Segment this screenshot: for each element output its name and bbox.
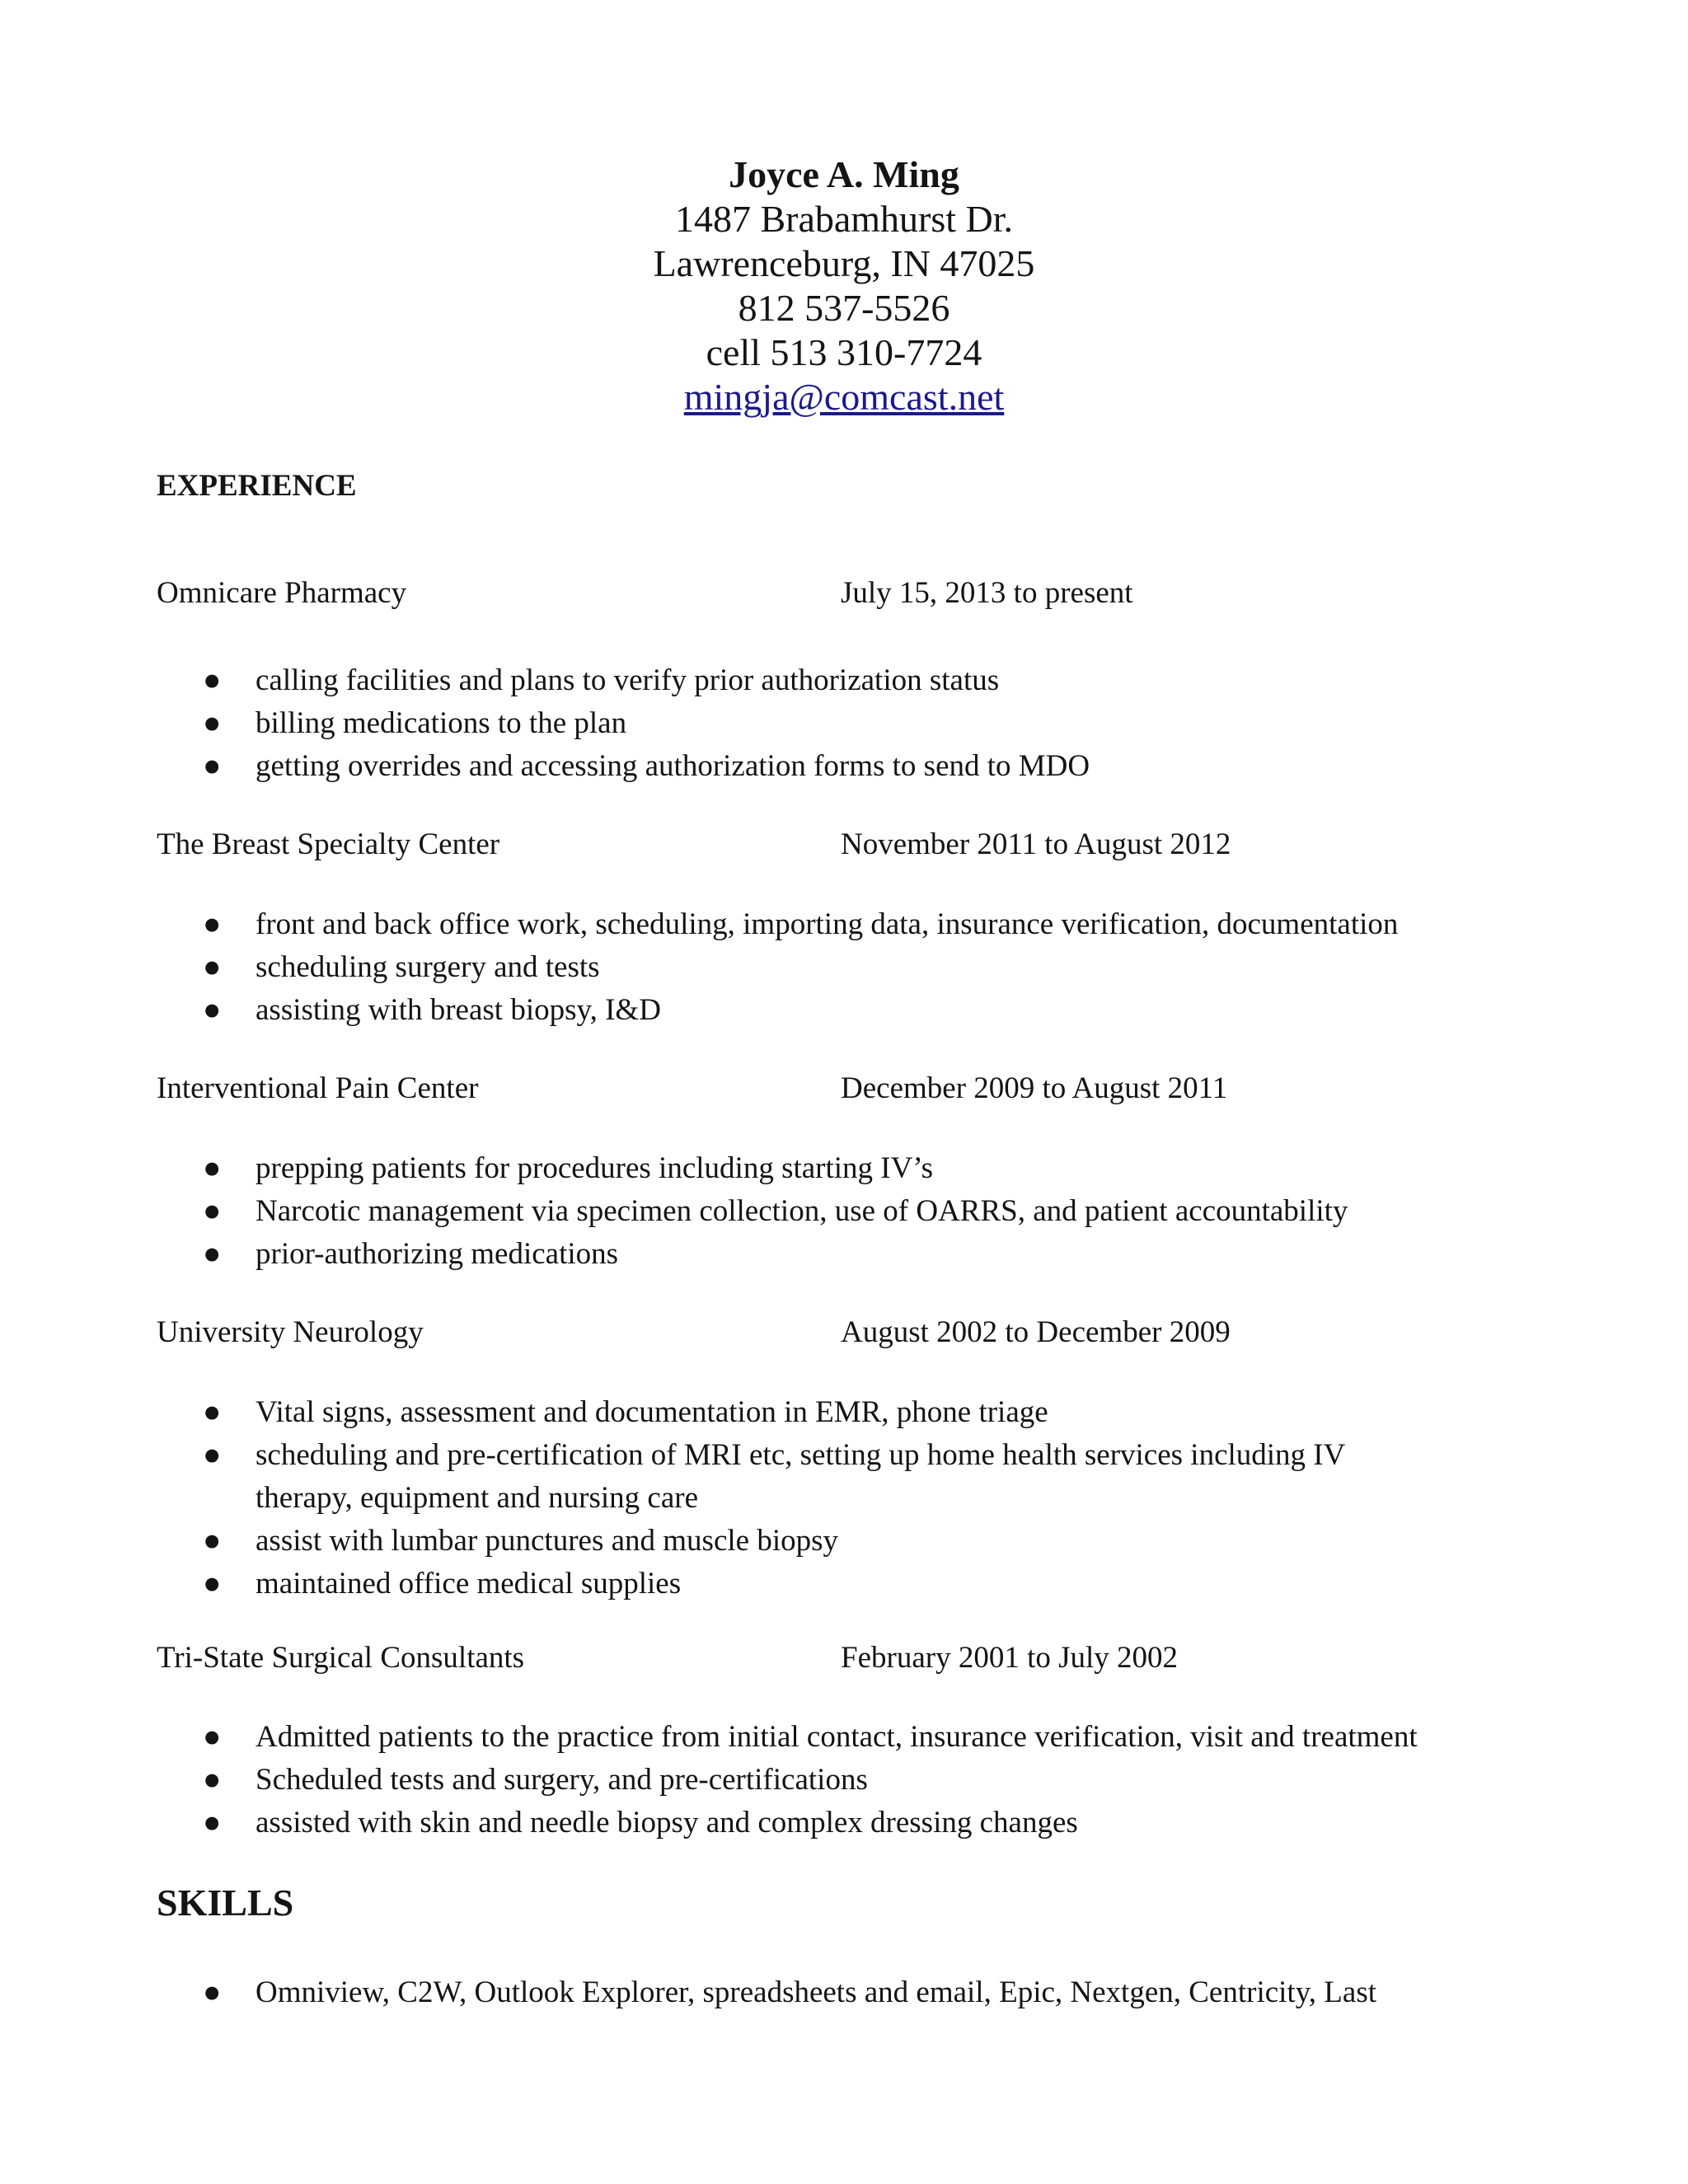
- bullet-icon: ●: [203, 1567, 222, 1601]
- bullet-icon: ●: [203, 993, 222, 1027]
- bullet-item: ● prepping patients for procedures including starting IV’s: [157, 1147, 1558, 1190]
- applicant-name: Joyce A. Ming: [729, 153, 959, 195]
- resume-header: [0, 152, 1688, 419]
- job-header: [157, 1315, 1558, 1351]
- bullet-icon: ●: [203, 1237, 222, 1271]
- bullet-item: ● Vital signs, assessment and documentation in EMR, phone triage: [157, 1391, 1558, 1434]
- bullet-item: ● front and back office work, scheduling, importing data, insurance verification, documentation: [157, 903, 1558, 946]
- job-bullets: [157, 1147, 1558, 1276]
- skills-bullets: [157, 1971, 1558, 2014]
- bullet-icon: ●: [203, 1194, 222, 1228]
- bullet-icon: ●: [203, 907, 222, 941]
- bullet-item: ● prior-authorizing medications: [157, 1233, 1558, 1276]
- home-phone: 812 537-5526: [738, 287, 950, 329]
- job-company: The Breast Specialty Center: [157, 827, 500, 861]
- bullet-icon: ●: [203, 663, 222, 697]
- job-bullets: [157, 659, 1558, 788]
- job-bullets: [157, 1716, 1558, 1844]
- email-link[interactable]: mingja@comcast.net: [683, 376, 1005, 418]
- bullet-icon: ●: [203, 1438, 222, 1472]
- skills-heading: SKILLS: [157, 1882, 294, 1924]
- job-company: Tri-State Surgical Consultants: [157, 1641, 525, 1675]
- job-bullets: [157, 1391, 1558, 1605]
- job-header: [157, 1071, 1558, 1107]
- job-header: [157, 1640, 1558, 1676]
- bullet-icon: ●: [203, 950, 222, 984]
- job-dates: November 2011 to August 2012: [841, 827, 1231, 861]
- bullet-icon: ●: [203, 1395, 222, 1429]
- job-company: University Neurology: [157, 1315, 424, 1349]
- bullet-item: ● maintained office medical supplies: [157, 1563, 1558, 1605]
- experience-heading: EXPERIENCE: [157, 469, 357, 503]
- bullet-item: ● billing medications to the plan: [157, 702, 1558, 745]
- bullet-icon: ●: [203, 1806, 222, 1840]
- bullet-item: ● Scheduled tests and surgery, and pre-certifications: [157, 1759, 1558, 1802]
- job-header: [157, 575, 1558, 612]
- cell-phone: cell 513 310-7724: [706, 331, 982, 373]
- job-dates: August 2002 to December 2009: [841, 1315, 1231, 1349]
- street-address: 1487 Brabamhurst Dr.: [674, 198, 1014, 240]
- bullet-item: ● getting overrides and accessing authorization forms to send to MDO: [157, 745, 1558, 788]
- job-dates: December 2009 to August 2011: [841, 1071, 1228, 1105]
- bullet-item: ● scheduling surgery and tests: [157, 946, 1558, 989]
- bullet-continuation: therapy, equipment and nursing care: [256, 1481, 698, 1515]
- bullet-item: ● assist with lumbar punctures and muscle biopsy: [157, 1520, 1558, 1563]
- bullet-icon: ●: [203, 749, 222, 783]
- bullet-item: ● Narcotic management via specimen collection, use of OARRS, and patient accountability: [157, 1190, 1558, 1233]
- bullet-icon: ●: [203, 1720, 222, 1754]
- job-dates: July 15, 2013 to present: [841, 576, 1133, 610]
- city-state-zip: Lawrenceburg, IN 47025: [653, 242, 1035, 284]
- bullet-item: ● Admitted patients to the practice from initial contact, insurance verification, visit and treatment: [157, 1716, 1558, 1759]
- bullet-item: ● assisting with breast biopsy, I&D: [157, 989, 1558, 1032]
- job-company: Omnicare Pharmacy: [157, 576, 407, 610]
- bullet-icon: ●: [203, 706, 222, 740]
- bullet-item: ● calling facilities and plans to verify prior authorization status: [157, 659, 1558, 702]
- job-bullets: [157, 903, 1558, 1032]
- bullet-icon: ●: [203, 1763, 222, 1797]
- bullet-item: ● Omniview, C2W, Outlook Explorer, spreadsheets and email, Epic, Nextgen, Centricity, Last: [157, 1971, 1558, 2014]
- job-company: Interventional Pain Center: [157, 1071, 479, 1105]
- bullet-icon: ●: [203, 1524, 222, 1558]
- bullet-item: ● assisted with skin and needle biopsy and complex dressing changes: [157, 1802, 1558, 1844]
- bullet-icon: ●: [203, 1151, 222, 1185]
- job-dates: February 2001 to July 2002: [841, 1641, 1179, 1675]
- bullet-item: ● scheduling and pre-certification of MRI etc, setting up home health services including IV therapy, equipment and nursing care: [157, 1434, 1558, 1520]
- bullet-icon: ●: [203, 1975, 222, 2009]
- job-header: [157, 827, 1558, 863]
